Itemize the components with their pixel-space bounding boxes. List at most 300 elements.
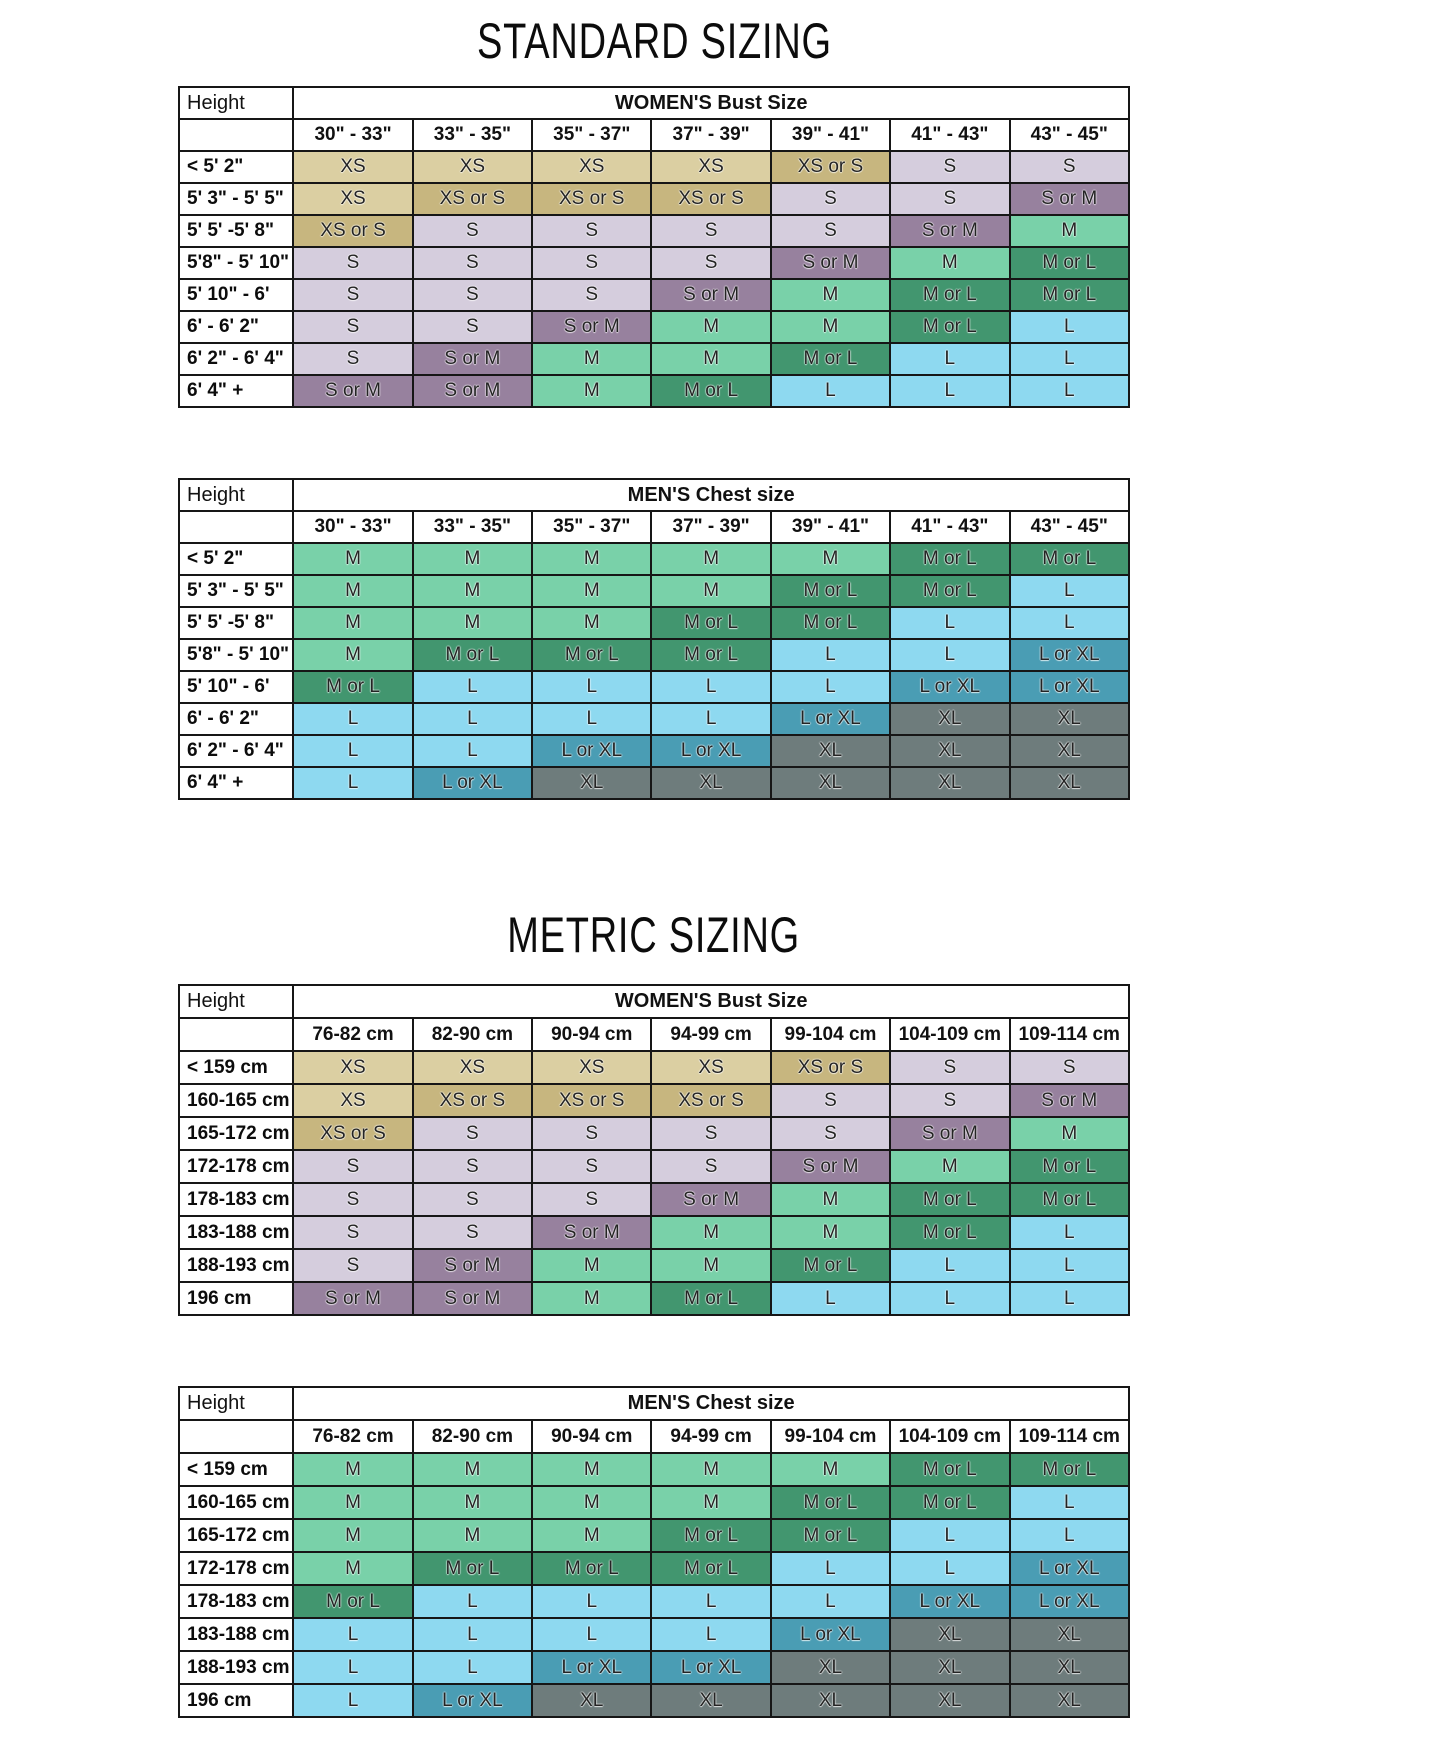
size-cell: XS or S (293, 1117, 412, 1150)
size-cell: S (771, 1084, 890, 1117)
size-cell: M (771, 311, 890, 343)
size-cell: S or M (532, 1216, 651, 1249)
size-cell: S or M (771, 247, 890, 279)
height-label: 160-165 cm (179, 1486, 293, 1519)
size-cell: S (651, 215, 770, 247)
size-range-column-header: 109-114 cm (1010, 1018, 1130, 1051)
size-cell: L (413, 1618, 532, 1651)
size-cell: XL (1010, 735, 1130, 767)
table-row (179, 247, 1129, 279)
size-cell: S (293, 1150, 412, 1183)
table-row (179, 703, 1129, 735)
height-label: 5'8" - 5' 10" (179, 639, 293, 671)
size-cell: L or XL (413, 767, 532, 799)
size-cell: XL (532, 1684, 651, 1717)
size-cell: L (1010, 1486, 1130, 1519)
table-row (179, 375, 1129, 407)
size-cell: M or L (413, 639, 532, 671)
blank-header-cell (179, 1420, 293, 1453)
metric-womens-range-header-row (179, 1018, 1129, 1051)
size-cell: S (293, 1216, 412, 1249)
height-label: 6' 2" - 6' 4" (179, 343, 293, 375)
size-cell: M or L (651, 1519, 770, 1552)
size-cell: M (293, 1552, 412, 1585)
size-cell: M (651, 1486, 770, 1519)
metric-womens-table (178, 984, 1130, 1316)
size-cell: M (532, 1519, 651, 1552)
size-cell: M (771, 543, 890, 575)
size-cell: L (1010, 575, 1130, 607)
size-cell: M or L (1010, 1183, 1130, 1216)
size-cell: XL (1010, 1618, 1130, 1651)
size-cell: XS (293, 183, 412, 215)
table-row (179, 575, 1129, 607)
size-cell: M (413, 575, 532, 607)
height-label: 6' - 6' 2" (179, 311, 293, 343)
size-cell: XS (413, 151, 532, 183)
height-label: 5' 5' -5' 8" (179, 215, 293, 247)
size-cell: S or M (651, 1183, 770, 1216)
size-cell: XS (532, 151, 651, 183)
size-cell: M or L (532, 639, 651, 671)
size-cell: M (532, 543, 651, 575)
table-row (179, 1519, 1129, 1552)
metric-womens-group-header-row (179, 985, 1129, 1018)
size-cell: S or M (413, 1249, 532, 1282)
size-cell: L or XL (890, 1585, 1009, 1618)
size-cell: L (532, 1585, 651, 1618)
height-label: 172-178 cm (179, 1150, 293, 1183)
size-cell: L (293, 767, 412, 799)
size-cell: S (293, 1249, 412, 1282)
table-row (179, 215, 1129, 247)
height-label: < 5' 2" (179, 543, 293, 575)
table-row (179, 1282, 1129, 1315)
size-cell: L (771, 639, 890, 671)
size-cell: S or M (890, 215, 1009, 247)
standard-womens-range-header-row (179, 119, 1129, 151)
size-cell: L or XL (532, 1651, 651, 1684)
metric-sizing-section (178, 906, 1130, 1718)
size-cell: S or M (651, 279, 770, 311)
height-label: 165-172 cm (179, 1519, 293, 1552)
size-cell: S (651, 1150, 770, 1183)
size-cell: S (293, 311, 412, 343)
size-cell: XS or S (771, 1051, 890, 1084)
size-cell: S (413, 215, 532, 247)
size-cell: S (532, 1150, 651, 1183)
size-cell: M (651, 311, 770, 343)
table-row (179, 1651, 1129, 1684)
height-label: 165-172 cm (179, 1117, 293, 1150)
size-cell: L (293, 735, 412, 767)
size-cell: M (651, 1216, 770, 1249)
size-cell: S or M (413, 1282, 532, 1315)
size-cell: L (890, 375, 1009, 407)
size-cell: XS (293, 1051, 412, 1084)
height-label: 183-188 cm (179, 1618, 293, 1651)
height-label: 160-165 cm (179, 1084, 293, 1117)
size-range-column-header: 43" - 45" (1010, 511, 1130, 543)
table-row (179, 183, 1129, 215)
table-row (179, 543, 1129, 575)
size-range-column-header: 39" - 41" (771, 511, 890, 543)
size-cell: M (532, 607, 651, 639)
height-label: 196 cm (179, 1684, 293, 1717)
height-label: 5' 10" - 6' (179, 279, 293, 311)
size-cell: M or L (651, 375, 770, 407)
size-cell: L (1010, 607, 1130, 639)
size-cell: L (532, 671, 651, 703)
metric-sizing-title: METRIC SIZING (507, 907, 801, 963)
size-cell: M or L (771, 1486, 890, 1519)
size-range-column-header: 41" - 43" (890, 511, 1009, 543)
height-label: 178-183 cm (179, 1183, 293, 1216)
size-cell: M (651, 1249, 770, 1282)
size-cell: XS or S (651, 183, 770, 215)
size-cell: L (413, 671, 532, 703)
size-cell: M (532, 575, 651, 607)
size-cell: XL (651, 1684, 770, 1717)
size-cell: M or L (771, 1249, 890, 1282)
size-range-column-header: 37" - 39" (651, 511, 770, 543)
size-cell: L or XL (771, 1618, 890, 1651)
size-range-column-header: 30" - 33" (293, 119, 412, 151)
size-cell: M (413, 1486, 532, 1519)
size-cell: S or M (293, 375, 412, 407)
size-cell: M (532, 1249, 651, 1282)
size-cell: M or L (293, 671, 412, 703)
size-cell: M (771, 1453, 890, 1486)
size-cell: L (413, 1585, 532, 1618)
table-row (179, 1585, 1129, 1618)
size-cell: M (532, 375, 651, 407)
size-range-column-header: 90-94 cm (532, 1018, 651, 1051)
size-cell: L (532, 703, 651, 735)
size-cell: L (771, 1552, 890, 1585)
size-cell: S (532, 215, 651, 247)
size-cell: XL (1010, 1684, 1130, 1717)
height-label: 6' 2" - 6' 4" (179, 735, 293, 767)
size-cell: S (413, 247, 532, 279)
size-cell: L or XL (1010, 1552, 1130, 1585)
size-cell: M (532, 1453, 651, 1486)
size-range-column-header: 33" - 35" (413, 119, 532, 151)
size-cell: M (532, 1282, 651, 1315)
size-cell: S (293, 1183, 412, 1216)
size-cell: M or L (890, 279, 1009, 311)
size-cell: L (890, 1552, 1009, 1585)
table-row (179, 343, 1129, 375)
size-cell: M or L (651, 1282, 770, 1315)
size-cell: S (890, 151, 1009, 183)
height-column-header: Height (179, 87, 293, 119)
height-label: 6' - 6' 2" (179, 703, 293, 735)
size-cell: L (890, 639, 1009, 671)
size-cell: L (413, 1651, 532, 1684)
metric-mens-group-header-row (179, 1387, 1129, 1420)
size-cell: S (1010, 1051, 1130, 1084)
size-cell: L (890, 1249, 1009, 1282)
size-cell: L or XL (1010, 639, 1130, 671)
standard-tables-container (178, 86, 1130, 800)
size-cell: L (413, 735, 532, 767)
table-row (179, 1084, 1129, 1117)
size-cell: L (1010, 311, 1130, 343)
size-range-column-header: 99-104 cm (771, 1420, 890, 1453)
height-label: 6' 4" + (179, 375, 293, 407)
size-cell: S (651, 1117, 770, 1150)
size-cell: XS (651, 1051, 770, 1084)
height-label: 178-183 cm (179, 1585, 293, 1618)
size-cell: XS or S (532, 1084, 651, 1117)
size-cell: M or L (890, 1486, 1009, 1519)
size-cell: S (293, 279, 412, 311)
size-cell: M or L (1010, 1453, 1130, 1486)
standard-mens-group-header: MEN'S Chest size (293, 479, 1129, 511)
metric-mens-table (178, 1386, 1130, 1718)
metric-mens-group-header: MEN'S Chest size (293, 1387, 1129, 1420)
size-cell: M (771, 279, 890, 311)
table-row (179, 735, 1129, 767)
size-cell: S or M (1010, 183, 1130, 215)
size-cell: S (413, 311, 532, 343)
table-row (179, 639, 1129, 671)
size-range-column-header: 94-99 cm (651, 1018, 770, 1051)
size-range-column-header: 35" - 37" (532, 119, 651, 151)
size-cell: M or L (890, 1216, 1009, 1249)
size-cell: M (413, 1519, 532, 1552)
size-cell: XL (890, 1684, 1009, 1717)
standard-mens-range-header-row (179, 511, 1129, 543)
table-row (179, 1216, 1129, 1249)
size-cell: XL (1010, 1651, 1130, 1684)
table-row (179, 1552, 1129, 1585)
height-column-header: Height (179, 479, 293, 511)
size-cell: L (890, 607, 1009, 639)
metric-womens-group-header: WOMEN'S Bust Size (293, 985, 1129, 1018)
size-range-column-header: 37" - 39" (651, 119, 770, 151)
size-cell: M or L (1010, 543, 1130, 575)
size-cell: L or XL (413, 1684, 532, 1717)
size-cell: M (293, 639, 412, 671)
height-label: 188-193 cm (179, 1651, 293, 1684)
size-cell: XS (651, 151, 770, 183)
size-cell: M or L (890, 1453, 1009, 1486)
size-cell: XL (771, 1651, 890, 1684)
table-row (179, 151, 1129, 183)
table-row (179, 1117, 1129, 1150)
size-cell: L (532, 1618, 651, 1651)
standard-womens-group-header: WOMEN'S Bust Size (293, 87, 1129, 119)
size-cell: L or XL (532, 735, 651, 767)
height-label: < 159 cm (179, 1051, 293, 1084)
table-row (179, 1051, 1129, 1084)
size-cell: S (890, 1051, 1009, 1084)
size-cell: M or L (890, 575, 1009, 607)
table-row (179, 1453, 1129, 1486)
size-range-column-header: 99-104 cm (771, 1018, 890, 1051)
height-label: 183-188 cm (179, 1216, 293, 1249)
height-label: < 159 cm (179, 1453, 293, 1486)
height-label: 6' 4" + (179, 767, 293, 799)
size-cell: L (1010, 1216, 1130, 1249)
height-label: 5' 5' -5' 8" (179, 607, 293, 639)
size-cell: XS or S (413, 183, 532, 215)
size-range-column-header: 82-90 cm (413, 1420, 532, 1453)
size-cell: M (890, 1150, 1009, 1183)
size-range-column-header: 82-90 cm (413, 1018, 532, 1051)
size-cell: XS (532, 1051, 651, 1084)
size-cell: XS or S (532, 183, 651, 215)
size-cell: S (293, 343, 412, 375)
size-cell: M (293, 543, 412, 575)
size-cell: L (651, 671, 770, 703)
size-cell: M (651, 543, 770, 575)
size-range-column-header: 76-82 cm (293, 1420, 412, 1453)
size-cell: L (293, 1651, 412, 1684)
size-cell: L or XL (651, 1651, 770, 1684)
size-cell: XL (890, 1618, 1009, 1651)
size-cell: L (1010, 1519, 1130, 1552)
size-cell: M (771, 1216, 890, 1249)
height-label: 5'8" - 5' 10" (179, 247, 293, 279)
size-cell: L (1010, 375, 1130, 407)
size-cell: S (771, 215, 890, 247)
size-cell: L (771, 671, 890, 703)
size-cell: XS or S (651, 1084, 770, 1117)
size-cell: L (651, 1618, 770, 1651)
size-cell: L (1010, 1282, 1130, 1315)
size-cell: M (293, 1519, 412, 1552)
size-cell: M or L (1010, 279, 1130, 311)
size-cell: L or XL (1010, 1585, 1130, 1618)
metric-tables-container (178, 984, 1130, 1718)
size-cell: M or L (651, 607, 770, 639)
size-cell: M or L (771, 575, 890, 607)
size-cell: M or L (890, 543, 1009, 575)
size-cell: XL (771, 735, 890, 767)
size-cell: M or L (771, 607, 890, 639)
size-cell: XS or S (293, 215, 412, 247)
size-range-column-header: 94-99 cm (651, 1420, 770, 1453)
size-cell: M or L (890, 1183, 1009, 1216)
size-cell: M or L (771, 1519, 890, 1552)
size-cell: L (771, 375, 890, 407)
height-label: 172-178 cm (179, 1552, 293, 1585)
size-cell: M or L (651, 639, 770, 671)
height-column-header: Height (179, 985, 293, 1018)
size-cell: L (293, 703, 412, 735)
table-row (179, 1249, 1129, 1282)
standard-womens-group-header-row (179, 87, 1129, 119)
size-cell: S or M (532, 311, 651, 343)
size-cell: S (413, 1216, 532, 1249)
blank-header-cell (179, 511, 293, 543)
standard-mens-table (178, 478, 1130, 800)
standard-womens-table (178, 86, 1130, 408)
size-cell: M (413, 543, 532, 575)
blank-header-cell (179, 1018, 293, 1051)
size-cell: L (293, 1684, 412, 1717)
size-cell: S or M (890, 1117, 1009, 1150)
size-cell: XS or S (413, 1084, 532, 1117)
size-range-column-header: 76-82 cm (293, 1018, 412, 1051)
size-cell: XL (771, 767, 890, 799)
size-cell: S (532, 279, 651, 311)
size-cell: M or L (1010, 1150, 1130, 1183)
size-range-column-header: 39" - 41" (771, 119, 890, 151)
height-label: 188-193 cm (179, 1249, 293, 1282)
table-row (179, 607, 1129, 639)
size-cell: M (1010, 215, 1130, 247)
standard-sizing-title: STANDARD SIZING (476, 13, 832, 69)
size-cell: L (413, 703, 532, 735)
size-range-column-header: 109-114 cm (1010, 1420, 1130, 1453)
table-row (179, 1150, 1129, 1183)
size-cell: XS (413, 1051, 532, 1084)
size-cell: S (413, 279, 532, 311)
size-range-column-header: 41" - 43" (890, 119, 1009, 151)
size-cell: S or M (1010, 1084, 1130, 1117)
standard-sizing-section (178, 12, 1130, 800)
size-cell: L or XL (890, 671, 1009, 703)
size-cell: L (890, 1519, 1009, 1552)
size-cell: M or L (651, 1552, 770, 1585)
size-cell: M (293, 1486, 412, 1519)
size-cell: S (413, 1117, 532, 1150)
size-cell: L (771, 1585, 890, 1618)
size-cell: M (293, 575, 412, 607)
size-cell: M (293, 607, 412, 639)
size-cell: L (1010, 1249, 1130, 1282)
table-row (179, 671, 1129, 703)
table-row (179, 1486, 1129, 1519)
metric-mens-range-header-row (179, 1420, 1129, 1453)
size-cell: S (890, 183, 1009, 215)
blank-header-cell (179, 119, 293, 151)
size-cell: L (1010, 343, 1130, 375)
size-cell: M or L (293, 1585, 412, 1618)
size-cell: M (651, 575, 770, 607)
size-cell: M (293, 1453, 412, 1486)
size-cell: XL (890, 767, 1009, 799)
table-row (179, 1618, 1129, 1651)
table-row (179, 279, 1129, 311)
size-cell: S (771, 1117, 890, 1150)
size-cell: XL (1010, 703, 1130, 735)
size-cell: L or XL (651, 735, 770, 767)
size-cell: S or M (771, 1150, 890, 1183)
size-cell: L (890, 1282, 1009, 1315)
size-range-column-header: 90-94 cm (532, 1420, 651, 1453)
height-label: 196 cm (179, 1282, 293, 1315)
size-range-column-header: 35" - 37" (532, 511, 651, 543)
table-row (179, 767, 1129, 799)
size-range-column-header: 104-109 cm (890, 1420, 1009, 1453)
size-cell: M or L (771, 343, 890, 375)
size-range-column-header: 30" - 33" (293, 511, 412, 543)
size-range-column-header: 43" - 45" (1010, 119, 1130, 151)
size-cell: S (1010, 151, 1130, 183)
size-cell: L (771, 1282, 890, 1315)
size-cell: S (532, 1117, 651, 1150)
size-cell: XL (532, 767, 651, 799)
table-row (179, 1684, 1129, 1717)
size-cell: M or L (532, 1552, 651, 1585)
size-cell: L (293, 1618, 412, 1651)
size-cell: XS (293, 151, 412, 183)
